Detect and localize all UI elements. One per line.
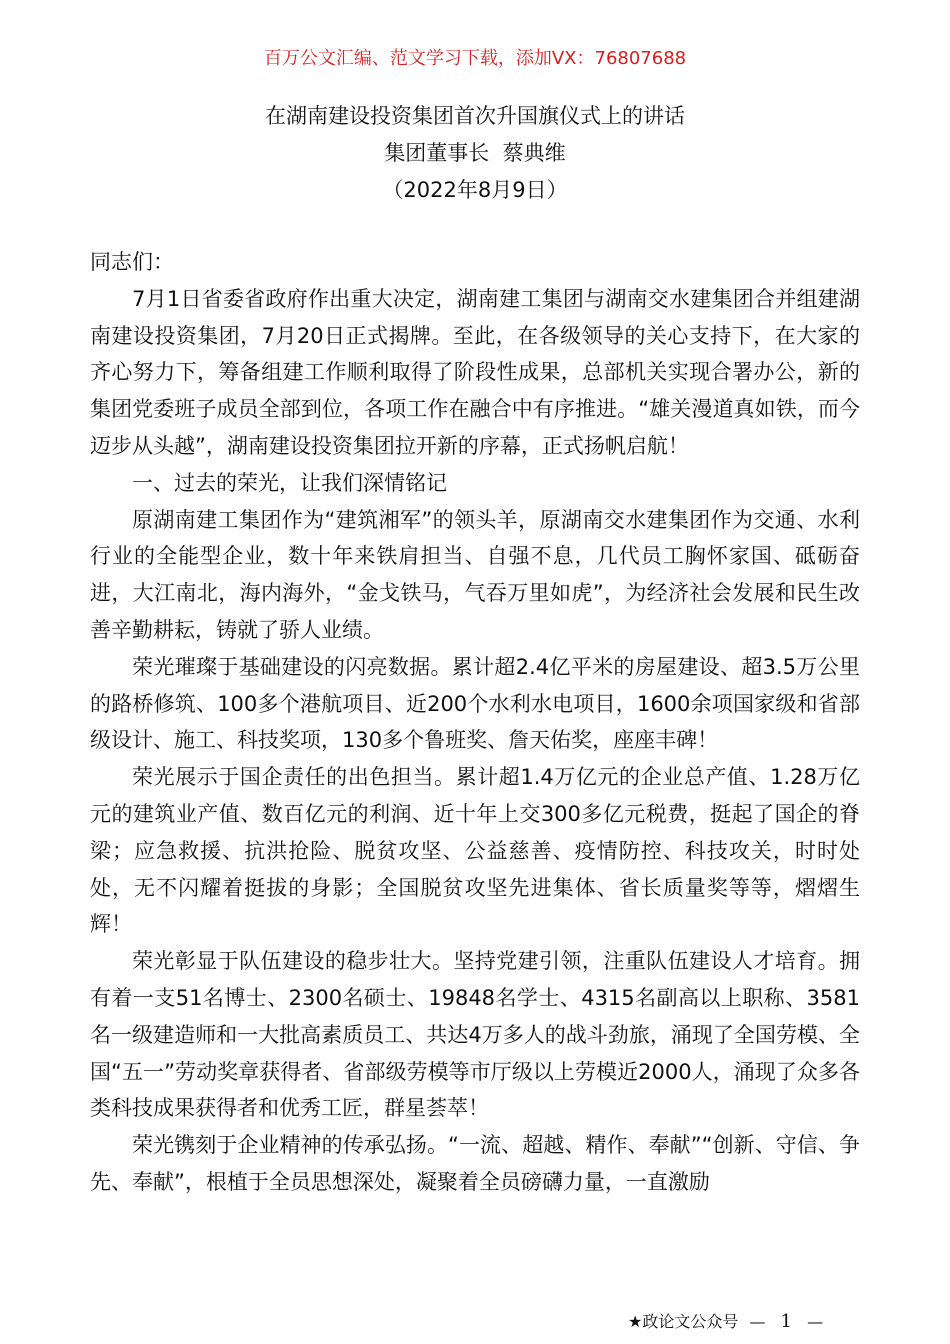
title-block bbox=[0, 98, 950, 209]
paragraph-1: 7月1日省委省政府作出重大决定，湖南建工集团与湖南交水建集团合并组建湖南建设投资集团，7月20日正式揭牌。至此，在各级领导的关心支持下，在大家的齐心努力下，筹备组建工作顺利取得了阶段性成果，总部机关实现合署办公，新的集团党委班子成员全部到位，各项工作在融合中有序推进。“雄关漫道真如铁，而今迈步从头越”，湖南建设投资集团拉开新的序幕，正式扬帆启航！ bbox=[90, 286, 860, 458]
footer-dash-left: — bbox=[749, 1312, 766, 1331]
section-heading-1: 一、过去的荣光，让我们深情铭记 bbox=[132, 470, 447, 495]
paragraph-6: 荣光镌刻于企业精神的传承弘扬。“一流、超越、精作、奉献”“创新、守信、争先、奉献”，根植于全员思想深处，凝聚着全员磅礴力量，一直激励 bbox=[90, 1133, 860, 1194]
page-footer bbox=[628, 1310, 829, 1334]
speech-body bbox=[90, 244, 860, 1201]
paragraph-2: 原湖南建工集团作为“建筑湘军”的领头羊，原湖南交水建集团作为交通、水利行业的全能型企业，数十年来铁肩担当、自强不息，几代员工胸怀家国、砥砺奋进，大江南北，海内海外，“金戈铁马，气吞万里如虎”，为经济社会发展和民生改善辛勤耕耘，铸就了骄人业绩。 bbox=[90, 507, 860, 642]
speech-date: （2022年8月9日） bbox=[382, 178, 568, 202]
paragraph-5: 荣光彰显于队伍建设的稳步壮大。坚持党建引领，注重队伍建设人才培育。拥有着一支51名博士、2300名硕士、19848名学士、4315名副高以上职称、3581名一级建造师和一大批高素质员工、共达4万多人的战斗劲旅，涌现了全国劳模、全国“五一”劳动奖章获得者、省部级劳模等市厅级以上劳模近2000人，涌现了众多各类科技成果获得者和优秀工匠，群星荟萃！ bbox=[90, 949, 860, 1121]
watermark-banner: 百万公文汇编、范文学习下载，添加VX：76807688 bbox=[263, 48, 687, 69]
paragraph-4: 荣光展示于国企责任的出色担当。累计超1.4万亿元的企业总产值、1.28万亿元的建筑业产值、数百亿元的利润、近十年上交300多亿元税费，挺起了国企的脊梁；应急救援、抗洪抢险、脱贫攻坚、公益慈善、疫情防控、科技攻关，时时处处，无不闪耀着挺拔的身影；全国脱贫攻坚先进集体、省长质量奖等等，熠熠生辉！ bbox=[90, 765, 860, 937]
footer-source: ★政论文公众号 bbox=[628, 1312, 739, 1331]
salutation: 同志们： bbox=[90, 250, 174, 274]
footer-dash-right: — bbox=[807, 1312, 824, 1331]
paragraph-3: 荣光璀璨于基础建设的闪亮数据。累计超2.4亿平米的房屋建设、超3.5万公里的路桥修筑、100多个港航项目、近200个水利水电项目，1600余项国家级和省部级设计、施工、科技奖项，130多个鲁班奖、詹天佑奖，座座丰碑！ bbox=[90, 654, 860, 753]
speech-title: 在湖南建设投资集团首次升国旗仪式上的讲话 bbox=[265, 104, 685, 128]
page-number: 1 bbox=[780, 1311, 792, 1332]
speaker-line: 集团董事长 蔡典维 bbox=[384, 141, 566, 165]
